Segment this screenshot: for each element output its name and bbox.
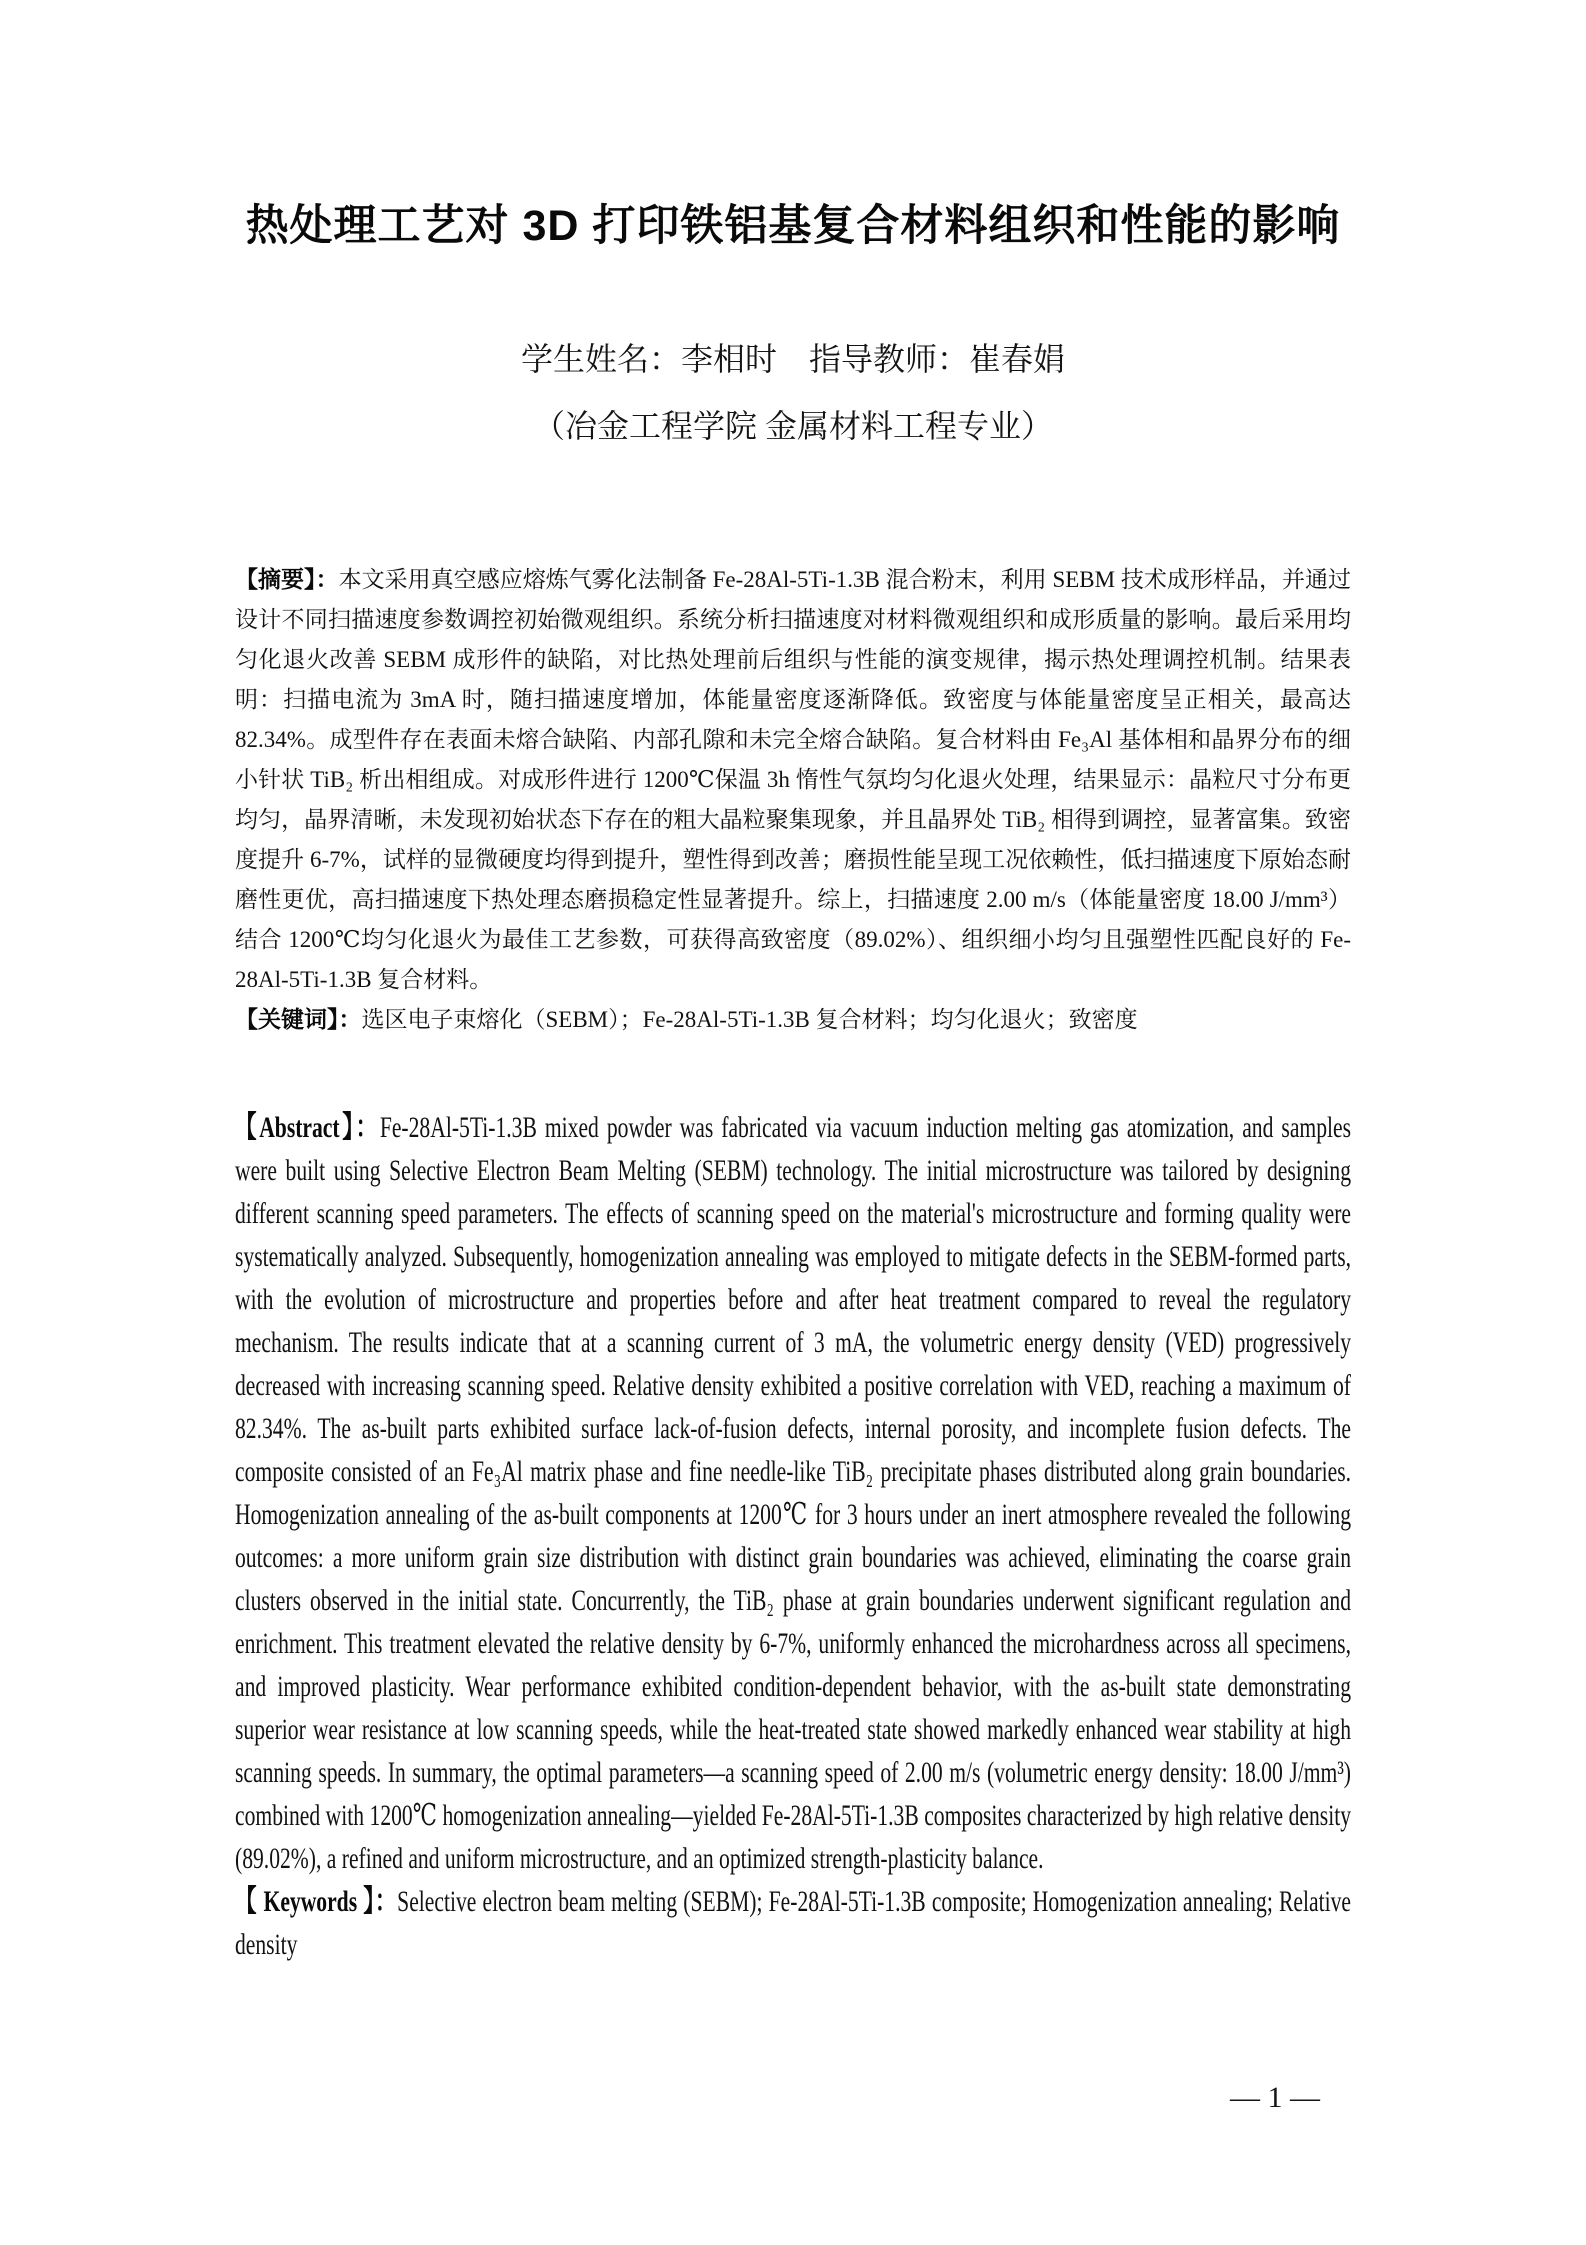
page-number: — 1 — xyxy=(1230,2081,1320,2114)
abstract-cn-label: 【摘要】： xyxy=(235,567,339,592)
keywords-cn-label: 【关键词】： xyxy=(235,1007,362,1032)
keywords-en-text: Selective electron beam melting (SEBM); Fe-28Al-5Ti-1.3B composite; Homogenization annealing; Relative density xyxy=(235,1885,1351,1961)
keywords-en-paragraph xyxy=(235,1880,1351,1966)
abstract-en-paragraph xyxy=(235,1106,1351,1880)
abstract-cn-section xyxy=(235,560,1351,1040)
affiliation: （冶金工程学院 金属材料工程专业） xyxy=(532,408,1053,444)
abstract-en-section xyxy=(235,1106,1351,1966)
abstract-cn-paragraph xyxy=(235,560,1351,1000)
abstract-cn-text: 本文采用真空感应熔炼气雾化法制备 Fe-28Al-5Ti-1.3B 混合粉末，利用 SEBM 技术成形样品，并通过设计不同扫描速度参数调控初始微观组织。系统分析扫描速度对材料微观组织和成形质量的影响。最后采用均匀化退火改善 SEBM 成形件的缺陷，对比热处理前后组织与性能的演变规律，揭示热处理调控机制。结果表明：扫描电流为 3mA 时，随扫描速度增加，体能量密度逐渐降低。致密度与体能量密度呈正相关，最高达 82.34%。成型件存在表面未熔合缺陷、内部孔隙和未完全熔合缺陷。复合材料由 Fe₃Al 基体相和晶界分布的细小针状 TiB₂ 析出相组成。对成形件进行 1200℃保温 3h 惰性气氛均匀化退火处理，结果显示：晶粒尺寸分布更均匀，晶界清晰，未发现初始状态下存在的粗大晶粒聚集现象，并且晶界处 TiB₂ 相得到调控，显著富集。致密度提升 6-7%，试样的显微硬度均得到提升，塑性得到改善；磨损性能呈现工况依赖性，低扫描速度下原始态耐磨性更优，高扫描速度下热处理态磨损稳定性显著提升。综上，扫描速度 2.00 m/s（体能量密度 18.00 J/mm³）结合 1200℃均匀化退火为最佳工艺参数，可获得高致密度（89.02%）、组织细小均匀且强塑性匹配良好的 Fe-28Al-5Ti-1.3B 复合材料。 xyxy=(235,567,1352,992)
byline: 学生姓名：李相时 指导教师：崔春娟 xyxy=(520,341,1065,377)
keywords-cn-paragraph xyxy=(235,1000,1351,1040)
abstract-en-text: Fe-28Al-5Ti-1.3B mixed powder was fabricated via vacuum induction melting gas atomization, and samples were built using Selective Electron Beam Melting (SEBM) technology. The initial microstructure was tailored by designing different scanning speed parameters. The effects of scanning speed on the material's microstructure and forming quality were systematically analyzed. Subsequently, homogenization annealing was employed to mitigate defects in the SEBM-formed parts, with the evolution of microstructure and properties before and after heat treatment compared to reveal the regulatory mechanism. The results indicate that at a scanning current of 3 mA, the volumetric energy density (VED) progressively decreased with increasing scanning speed. Relative density exhibited a positive correlation with VED, reaching a maximum of 82.34%. The as-built parts exhibited surface lack-of-fusion defects, internal porosity, and incomplete fusion defects. The composite consisted of an Fe₃Al matrix phase and fine needle-like TiB₂ precipitate phases distributed along grain boundaries. Homogenization annealing of the as-built components at 1200℃ for 3 hours under an inert atmosphere revealed the following outcomes: a more uniform grain size distribution with distinct grain boundaries was achieved, eliminating the coarse grain clusters observed in the initial state. Concurrently, the TiB₂ phase at grain boundaries underwent significant regulation and enrichment. This treatment elevated the relative density by 6-7%, uniformly enhanced the microhardness across all specimens, and improved plasticity. Wear performance exhibited condition-dependent behavior, with the as-built state demonstrating superior wear resistance at low scanning speeds, while the heat-treated state showed markedly enhanced wear stability at high scanning speeds. In summary, the optimal parameters—a scanning speed of 2.00 m/s (volumetric energy density: 18.00 J/mm³) combined with 1200℃ homogenization annealing—yielded Fe-28Al-5Ti-1.3B composites characterized by high relative density (89.02%), a refined and uniform microstructure, and an optimized strength-plasticity balance. xyxy=(235,1111,1351,1875)
keywords-cn-text: 选区电子束熔化（SEBM）；Fe-28Al-5Ti-1.3B 复合材料；均匀化退火；致密度 xyxy=(361,1007,1138,1032)
page-title: 热处理工艺对 3D 打印铁铝基复合材料组织和性能的影响 xyxy=(245,202,1341,250)
keywords-en-label: 【 Keywords 】： xyxy=(235,1885,398,1918)
abstract-en-label: 【Abstract】： xyxy=(235,1111,380,1144)
